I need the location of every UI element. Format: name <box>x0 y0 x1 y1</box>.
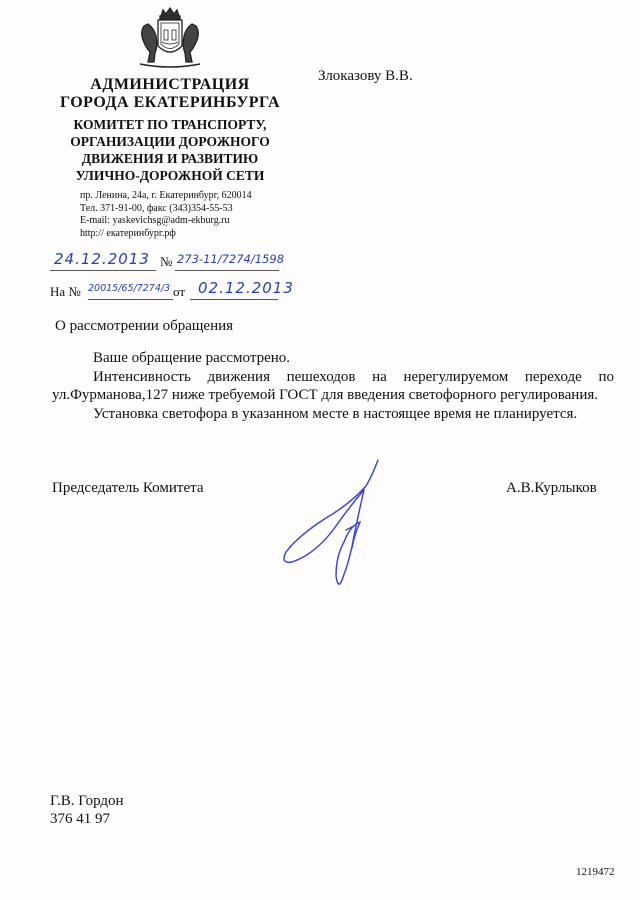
reply-number: 20015/65/7274/3 <box>88 283 171 294</box>
signatory-title: Председатель Комитета <box>52 480 204 496</box>
committee-line-2: ОРГАНИЗАЦИИ ДОРОЖНОГО <box>70 134 270 149</box>
org-line-1: АДМИНИСТРАЦИЯ <box>90 76 250 93</box>
executor-phone: 376 41 97 <box>50 811 110 827</box>
reply-to-label: На № <box>50 284 81 299</box>
from-label: от <box>173 284 186 299</box>
executor-info <box>50 792 124 828</box>
coat-of-arms-icon <box>134 6 206 70</box>
handwritten-signature <box>280 456 390 596</box>
body-paragraph-3: Установка светофора в указанном месте в настоящее время не планируется. <box>93 405 578 422</box>
reply-date: 02.12.2013 <box>198 279 294 297</box>
committee-line-1: КОМИТЕТ ПО ТРАНСПОРТУ, <box>73 117 267 132</box>
committee-name <box>30 116 310 184</box>
committee-line-3: ДВИЖЕНИЯ И РАЗВИТИЮ <box>81 151 259 166</box>
phones: Тел. 371-91-00, факс (343)354-55-53 <box>80 202 233 214</box>
reply-number-field <box>88 279 173 300</box>
executor-name: Г.В. Гордон <box>50 793 124 809</box>
committee-line-4: УЛИЧНО-ДОРОЖНОЙ СЕТИ <box>75 168 265 183</box>
email: E-mail: yaskevichsg@adm-ekburg.ru <box>80 215 230 226</box>
addressee: Злоказову В.В. <box>318 68 413 84</box>
registration-date-field <box>50 250 156 271</box>
registration-date: 24.12.2013 <box>54 250 150 268</box>
document-number: 1219472 <box>576 866 615 878</box>
website: http:// екатеринбург.рф <box>80 227 176 239</box>
signatory-name: А.В.Курлыков <box>506 480 597 496</box>
body-paragraph-2: Интенсивность движения пешеходов на нерегулируемом переходе по ул.Фурманова,127 ниже требуемой ГОСТ для введения светофорного регулирования. <box>52 368 614 403</box>
body-paragraph-1: Ваше обращение рассмотрено. <box>93 350 291 366</box>
contact-details <box>80 190 280 240</box>
number-label: № <box>160 254 173 269</box>
registration-number-field <box>175 250 285 271</box>
organization-name <box>30 76 310 112</box>
letter-subject: О рассмотрении обращения <box>55 318 234 334</box>
reply-date-field <box>190 279 294 300</box>
address: пр. Ленина, 24а, г. Екатеринбург, 620014 <box>80 190 252 201</box>
org-line-2: ГОРОДА ЕКАТЕРИНБУРГА <box>59 94 281 111</box>
letter-body <box>52 349 614 423</box>
registration-number: 273-11/7274/1598 <box>177 252 285 266</box>
